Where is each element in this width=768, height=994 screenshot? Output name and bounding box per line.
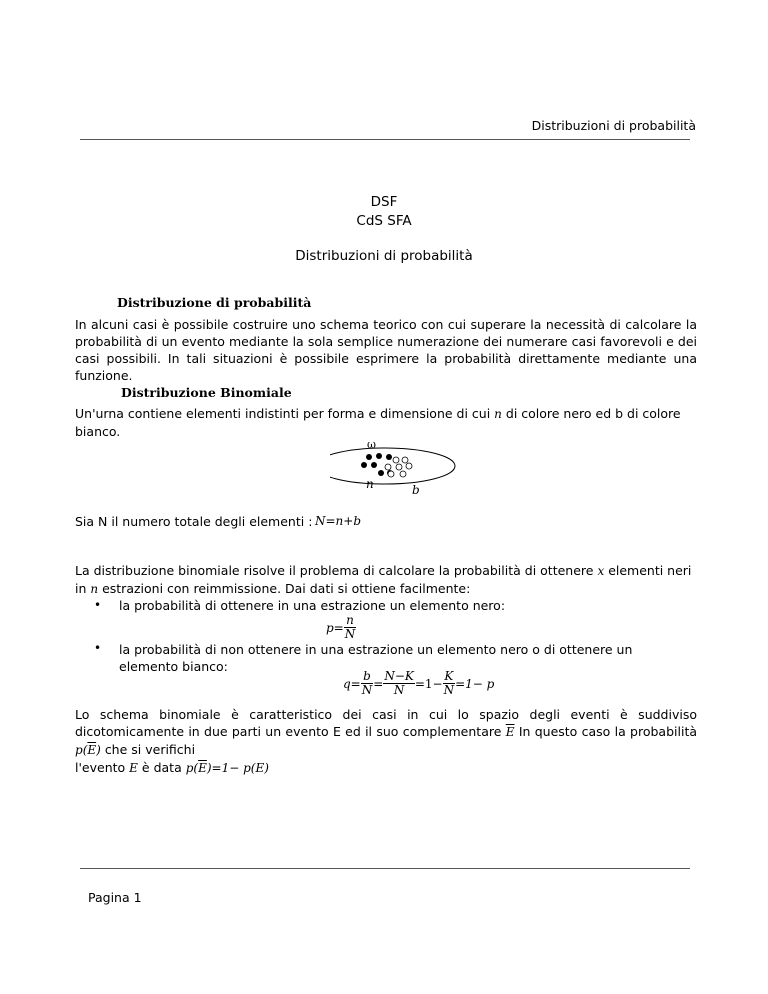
white-element xyxy=(400,471,406,477)
white-element xyxy=(396,464,402,470)
section1-heading: Distribuzione di probabilità xyxy=(117,295,312,310)
urn-diagram xyxy=(330,436,470,498)
formula-q-lhs: q= xyxy=(343,677,361,691)
closing-text-c: che si verifichi xyxy=(104,742,196,757)
total-formula: N=n+b xyxy=(315,514,362,528)
section1-paragraph: In alcuni casi è possibile costruire uno schema teorico con cui superare la necessità di calcolare la probabilità di un evento mediante la sola semplice numerazione dei numerare casi favorevoli e dei casi possibili. In tali situazioni è possibile esprimere la probabilità direttamente mediante una funzione. xyxy=(75,317,697,383)
black-element xyxy=(376,453,382,459)
closing-var-E: E xyxy=(129,761,138,775)
closing-p: p xyxy=(75,743,83,757)
binomial-var-n: n xyxy=(90,582,99,596)
page-number: Pagina 1 xyxy=(88,890,142,905)
binomial-var-x: x xyxy=(597,564,605,578)
black-element xyxy=(371,462,377,468)
formula-q-eq2: =1− xyxy=(414,677,443,691)
formula-q-f3-num: K xyxy=(444,669,454,683)
binomial-text-c: estrazioni con reimmissione. Dai dati si ottiene facilmente: xyxy=(98,581,471,596)
total-text: Sia N il numero totale degli elementi : xyxy=(75,514,313,529)
formula-p-den: N xyxy=(344,627,356,641)
closing-formula-b: )=1− p(E) xyxy=(206,761,269,775)
urn-var-n: n xyxy=(494,407,502,421)
label-n: n xyxy=(366,477,374,491)
black-element xyxy=(386,454,392,460)
closing-text-b: In questo caso la probabilità xyxy=(518,724,698,739)
white-element xyxy=(402,457,408,463)
bullet-marker-1: • xyxy=(94,598,102,612)
formula-q-f2-num: N−K xyxy=(384,669,414,683)
formula-q-tail: =1− p xyxy=(455,677,495,691)
bullet-marker-2: • xyxy=(94,641,102,655)
bullet-text-1: la probabilità di ottenere in una estrazione un elemento nero: xyxy=(119,598,506,613)
running-header: Distribuzioni di probabilità xyxy=(531,118,696,133)
closing-paragraph: Lo schema binomiale è caratteristico dei casi in cui lo spazio degli eventi è suddiviso dicotomicamente in due parti un evento E ed il suo complementare $\overline{E}$ In questo caso la probabilità $p(\overline{E})$ che si verifichi l'evento E è data $p(\overline{E})=1- p(E)$ xyxy=(75,707,698,775)
formula-q-f1-den: N xyxy=(361,683,373,697)
black-element xyxy=(361,462,367,468)
doc-title-line3: Distribuzioni di probabilità xyxy=(295,248,473,264)
doc-title-line1: DSF xyxy=(370,194,398,210)
urn-text-a: Un'urna contiene elementi indistinti per forma e dimensione di cui xyxy=(75,406,495,421)
closing-text-e: è data xyxy=(141,760,182,775)
formula-q-f2-den: N xyxy=(393,683,405,697)
doc-title-line2: CdS SFA xyxy=(356,213,412,229)
closing-text-a: Lo schema binomiale è caratteristico dei casi in cui lo spazio degli eventi è suddiviso dicotomicamente in due parti un evento E ed il suo complementare xyxy=(75,707,697,739)
formula-q-f1-num: b xyxy=(361,670,374,684)
binomial-text-a: La distribuzione binomiale risolve il problema di calcolare la probabilità di ottenere xyxy=(75,563,598,578)
omega-label: ω xyxy=(367,438,376,451)
footer-rule xyxy=(80,868,690,869)
closing-var-Ebar: $\overline{E}$ xyxy=(505,725,515,739)
section2-heading: Distribuzione Binomiale xyxy=(121,385,292,400)
formula-p-lhs: p= xyxy=(326,621,344,635)
white-element xyxy=(388,471,394,477)
black-element xyxy=(378,470,384,476)
header-rule xyxy=(80,139,690,140)
label-b: b xyxy=(412,483,420,497)
formula-q xyxy=(343,670,494,697)
white-element xyxy=(406,463,412,469)
binomial-text-b: elementi neri in xyxy=(75,563,692,596)
white-element xyxy=(393,457,399,463)
urn-paragraph xyxy=(75,405,697,440)
closing-text-d: l'evento xyxy=(75,760,126,775)
urn-elements xyxy=(361,453,412,477)
white-element xyxy=(385,464,391,470)
urn-ellipse xyxy=(330,448,455,484)
formula-p-num: n xyxy=(344,614,357,628)
bullet-text-2: la probabilità di non ottenere in una estrazione un elemento nero o di ottenere un elemento bianco: xyxy=(119,642,633,674)
urn-text-b: di colore nero ed b di colore bianco. xyxy=(75,406,681,439)
black-element xyxy=(366,454,372,460)
formula-q-eq1: = xyxy=(373,677,384,691)
binomial-paragraph xyxy=(75,562,697,598)
closing-formula-a: p( xyxy=(185,761,199,775)
formula-q-f3-den: N xyxy=(443,683,455,697)
formula-p xyxy=(326,614,356,641)
closing-formula-E: $\overline{E}$ xyxy=(198,761,207,775)
closing-pE-E: $\overline{E}$ xyxy=(87,743,97,757)
